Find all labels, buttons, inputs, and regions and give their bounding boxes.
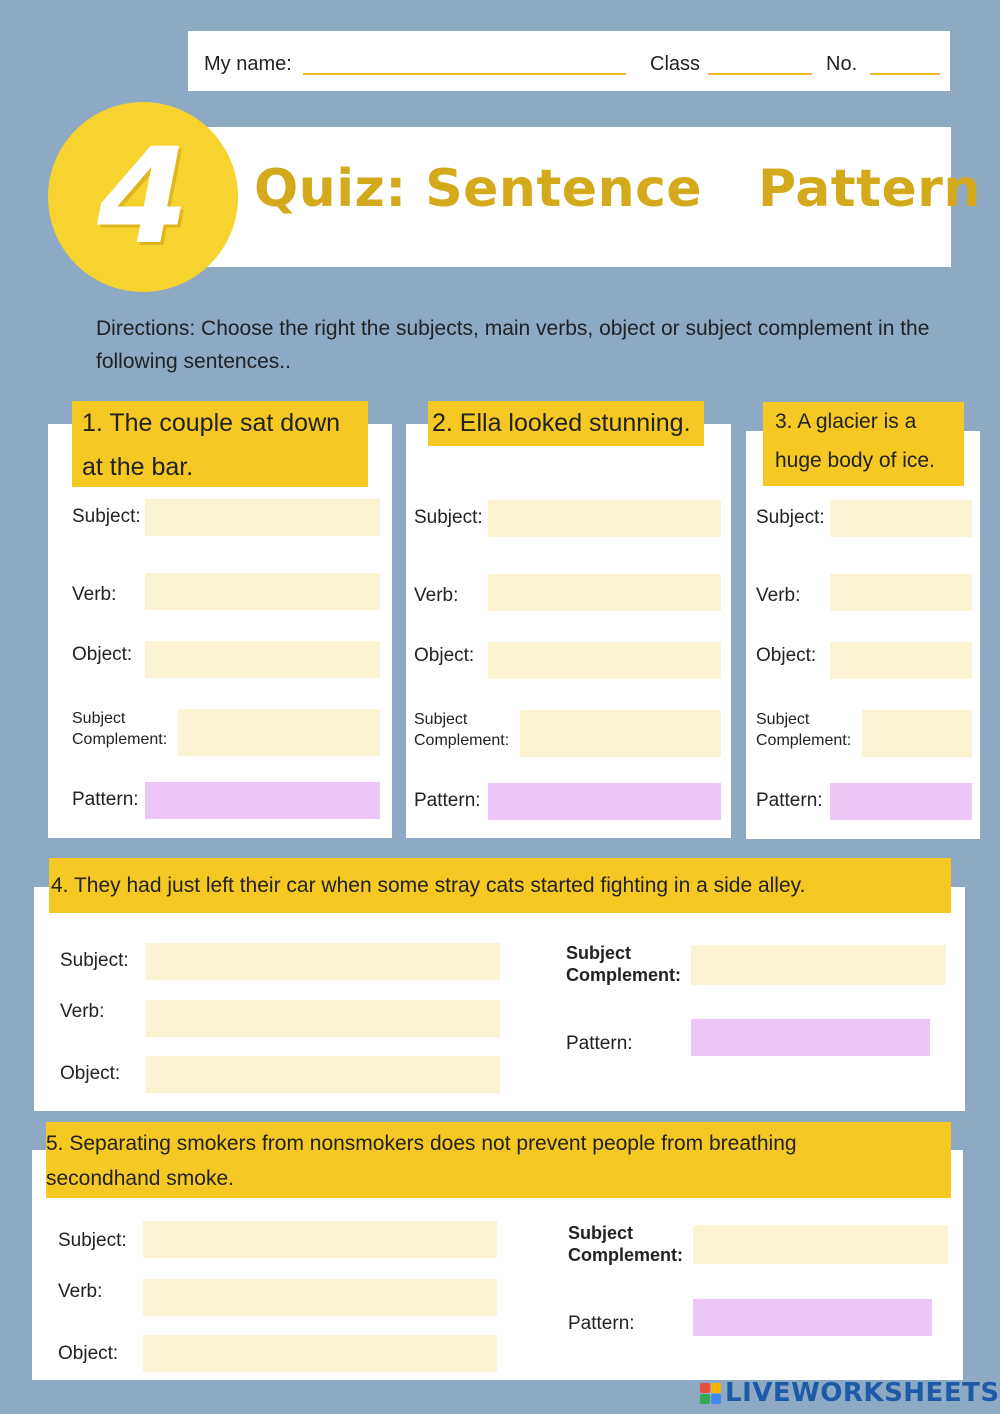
class-input[interactable] bbox=[708, 47, 812, 75]
verb-label: Verb: bbox=[414, 585, 459, 606]
q1-subject-input[interactable] bbox=[145, 499, 380, 536]
q2-pattern-input[interactable] bbox=[488, 783, 721, 820]
subject-complement-label: Subject Complement: bbox=[566, 943, 682, 985]
object-label: Object: bbox=[60, 1063, 121, 1084]
subject-complement-label: Subject Complement: bbox=[72, 710, 168, 748]
subject-complement-label: Subject Complement: bbox=[756, 711, 852, 749]
number-input[interactable] bbox=[870, 47, 940, 75]
liveworksheets-logo bbox=[700, 1378, 1000, 1408]
page-title: Quiz: Sentence Pattern bbox=[254, 159, 981, 219]
question-3-line-2: huge body of ice. bbox=[775, 449, 935, 472]
object-label: Object: bbox=[72, 644, 133, 665]
subject-complement-label: Subject Complement: bbox=[414, 711, 510, 749]
pattern-label: Pattern: bbox=[72, 789, 139, 810]
q4-subject-input[interactable] bbox=[146, 943, 500, 980]
question-5-line-1: 5. Separating smokers from nonsmokers does not prevent people from breathing bbox=[46, 1132, 797, 1155]
q2-object-input[interactable] bbox=[488, 642, 721, 679]
q1-object-input[interactable] bbox=[145, 641, 380, 678]
verb-label: Verb: bbox=[72, 584, 117, 605]
q5-verb-input[interactable] bbox=[143, 1279, 497, 1316]
q3-subject-input[interactable] bbox=[830, 500, 972, 537]
verb-label: Verb: bbox=[58, 1281, 103, 1302]
subject-complement-label: Subject Complement: bbox=[568, 1223, 684, 1265]
name-input[interactable] bbox=[303, 47, 626, 75]
q5-pattern-input[interactable] bbox=[693, 1299, 932, 1336]
q5-object-input[interactable] bbox=[143, 1335, 497, 1372]
q5-subject-complement-input[interactable] bbox=[693, 1225, 948, 1264]
brand-text: LIVEWORKSHEETS bbox=[725, 1378, 1000, 1408]
q3-verb-input[interactable] bbox=[830, 574, 972, 611]
object-label: Object: bbox=[58, 1343, 119, 1364]
verb-label: Verb: bbox=[60, 1001, 105, 1022]
question-4: 4. They had just left their car when some stray cats started fighting in a side alley. bbox=[49, 858, 951, 913]
student-info-bar bbox=[188, 31, 950, 91]
q1-verb-input[interactable] bbox=[145, 573, 380, 610]
q2-verb-input[interactable] bbox=[488, 574, 721, 611]
question-card-2 bbox=[406, 424, 731, 838]
q2-subject-complement-input[interactable] bbox=[520, 710, 721, 757]
q4-subject-complement-input[interactable] bbox=[691, 945, 946, 985]
object-label: Object: bbox=[756, 645, 817, 666]
pattern-label: Pattern: bbox=[756, 790, 823, 811]
subject-label: Subject: bbox=[414, 507, 483, 528]
number-label: No. bbox=[826, 53, 858, 75]
quiz-number: 4 bbox=[97, 120, 189, 274]
quiz-number-badge bbox=[48, 102, 238, 292]
question-5-line-2: secondhand smoke. bbox=[46, 1167, 234, 1190]
pattern-label: Pattern: bbox=[568, 1313, 635, 1334]
question-2: 2. Ella looked stunning. bbox=[428, 401, 704, 446]
name-label: My name: bbox=[204, 53, 292, 75]
pattern-label: Pattern: bbox=[566, 1033, 633, 1054]
subject-label: Subject: bbox=[58, 1230, 127, 1251]
class-label: Class bbox=[650, 53, 701, 75]
q3-subject-complement-input[interactable] bbox=[862, 710, 972, 757]
question-card-3 bbox=[746, 431, 980, 839]
question-1 bbox=[72, 401, 368, 487]
question-1-line-1: 1. The couple sat down bbox=[82, 409, 341, 437]
q1-subject-complement-input[interactable] bbox=[178, 709, 380, 756]
pattern-label: Pattern: bbox=[414, 790, 481, 811]
question-3 bbox=[763, 402, 964, 486]
subject-label: Subject: bbox=[756, 507, 825, 528]
question-1-line-2: at the bar. bbox=[82, 453, 194, 481]
q4-verb-input[interactable] bbox=[146, 1000, 500, 1037]
question-5 bbox=[46, 1122, 951, 1198]
q4-pattern-input[interactable] bbox=[691, 1019, 930, 1056]
q3-object-input[interactable] bbox=[830, 642, 972, 679]
q1-pattern-input[interactable] bbox=[145, 782, 380, 819]
q4-object-input[interactable] bbox=[146, 1056, 500, 1093]
subject-label: Subject: bbox=[60, 950, 129, 971]
verb-label: Verb: bbox=[756, 585, 801, 606]
q2-subject-input[interactable] bbox=[488, 500, 721, 537]
question-3-line-1: 3. A glacier is a bbox=[775, 410, 917, 433]
subject-label: Subject: bbox=[72, 506, 141, 527]
title-banner bbox=[200, 127, 981, 267]
q3-pattern-input[interactable] bbox=[830, 783, 972, 820]
liveworksheets-logo-icon bbox=[700, 1383, 721, 1404]
question-card-4 bbox=[34, 887, 965, 1111]
object-label: Object: bbox=[414, 645, 475, 666]
q5-subject-input[interactable] bbox=[143, 1221, 497, 1258]
directions-text: Directions: Choose the right the subjects, main verbs, object or subject complement in the following sentences.. bbox=[96, 317, 930, 373]
